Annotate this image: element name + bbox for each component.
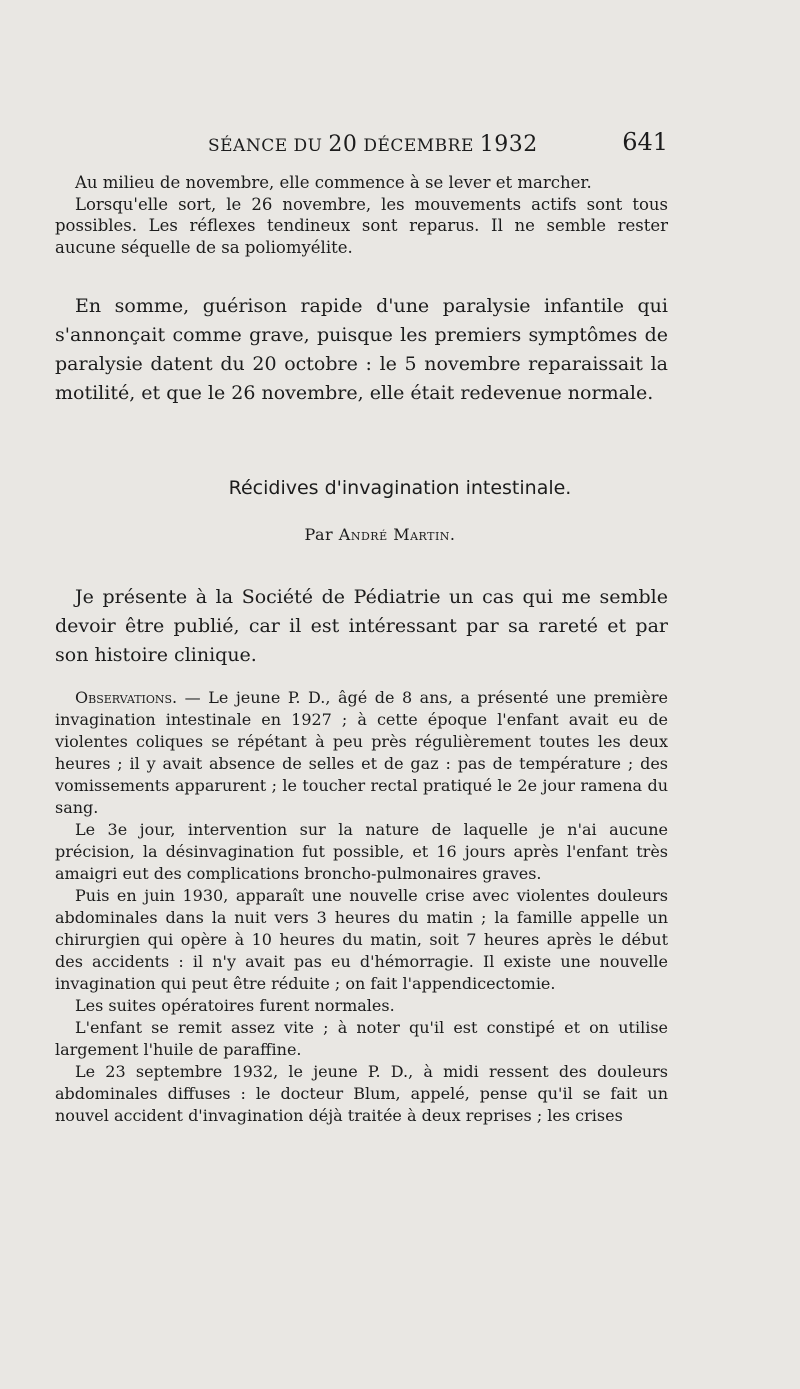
opening-block: [55, 583, 668, 670]
running-header: [208, 128, 668, 162]
page-number: 641: [622, 128, 668, 156]
intro-paragraph: Lorsqu'elle sort, le 26 novembre, les mouvements actifs sont tous possibles. Les réflexes tendineux sont reparus. Il ne semble rester aucune séquelle de sa poliomyélite.: [55, 194, 668, 257]
byline-author: André Martin.: [338, 525, 456, 544]
observations-label: Observations.: [75, 688, 178, 707]
header-title: [208, 132, 538, 157]
intro-paragraph: Au milieu de novembre, elle commence à se lever et marcher.: [75, 173, 592, 192]
header-day: 20: [328, 132, 358, 157]
header-month: DÉCEMBRE: [363, 136, 474, 156]
case-paragraph: Puis en juin 1930, apparaît une nouvelle crise avec violentes douleurs abdominales dans la nuit vers 3 heures du matin ; la famille appelle un chirurgien qui opère à 10 heures du matin, soit 7 heures après le début des accidents : il n'y avait pas eu d'hémorragie. Il existe une nouvelle invagination qui peut être réduite ; on fait l'appendicectomie.: [55, 886, 668, 993]
summary-block: [55, 292, 668, 408]
byline-prefix: Par: [304, 525, 334, 544]
case-paragraph: Le 23 septembre 1932, le jeune P. D., à midi ressent des douleurs abdominales diffuses : le docteur Blum, appelé, pense qu'il se fait un nouvel accident d'invagination déjà traitée à deux reprises ; les crises: [55, 1062, 668, 1125]
observations-text: — Le jeune P. D., âgé de 8 ans, a présenté une première invagination intestinale en 1927 ; à cette époque l'enfant avait eu de violentes coliques se répétant à peu près régulièrement toutes les deux heures ; il y avait absence de selles et de gaz : pas de température ; des vomissements apparurent ; le toucher rectal pratiqué le 2e jour ramena du sang.: [55, 688, 668, 817]
case-paragraph: L'enfant se remit assez vite ; à noter qu'il est constipé et on utilise largement l'huile de paraffine.: [55, 1018, 668, 1059]
observations-paragraph: [55, 687, 668, 819]
opening-paragraph: Je présente à la Société de Pédiatrie un cas qui me semble devoir être publié, car il est intéressant par sa rareté et par son histoire clinique.: [55, 586, 668, 666]
header-seance: SÉANCE DU: [208, 136, 323, 156]
header-year: 1932: [479, 132, 538, 157]
intro-block: [55, 172, 668, 258]
byline: [0, 525, 760, 544]
summary-paragraph: En somme, guérison rapide d'une paralysie infantile qui s'annonçait comme grave, puisque les premiers symptômes de paralysie datent du 20 octobre : le 5 novembre reparaissait la motilité, et que le 26 novembre, elle était redevenue normale.: [55, 295, 668, 404]
case-paragraph: Le 3e jour, intervention sur la nature de laquelle je n'ai aucune précision, la désinvagination fut possible, et 16 jours après l'enfant très amaigri eut des complications broncho-pulmonaires graves.: [55, 820, 668, 883]
case-paragraph: Les suites opératoires furent normales.: [75, 996, 395, 1015]
section-title: Récidives d'invagination intestinale.: [228, 477, 572, 499]
observations-block: [55, 687, 668, 1127]
